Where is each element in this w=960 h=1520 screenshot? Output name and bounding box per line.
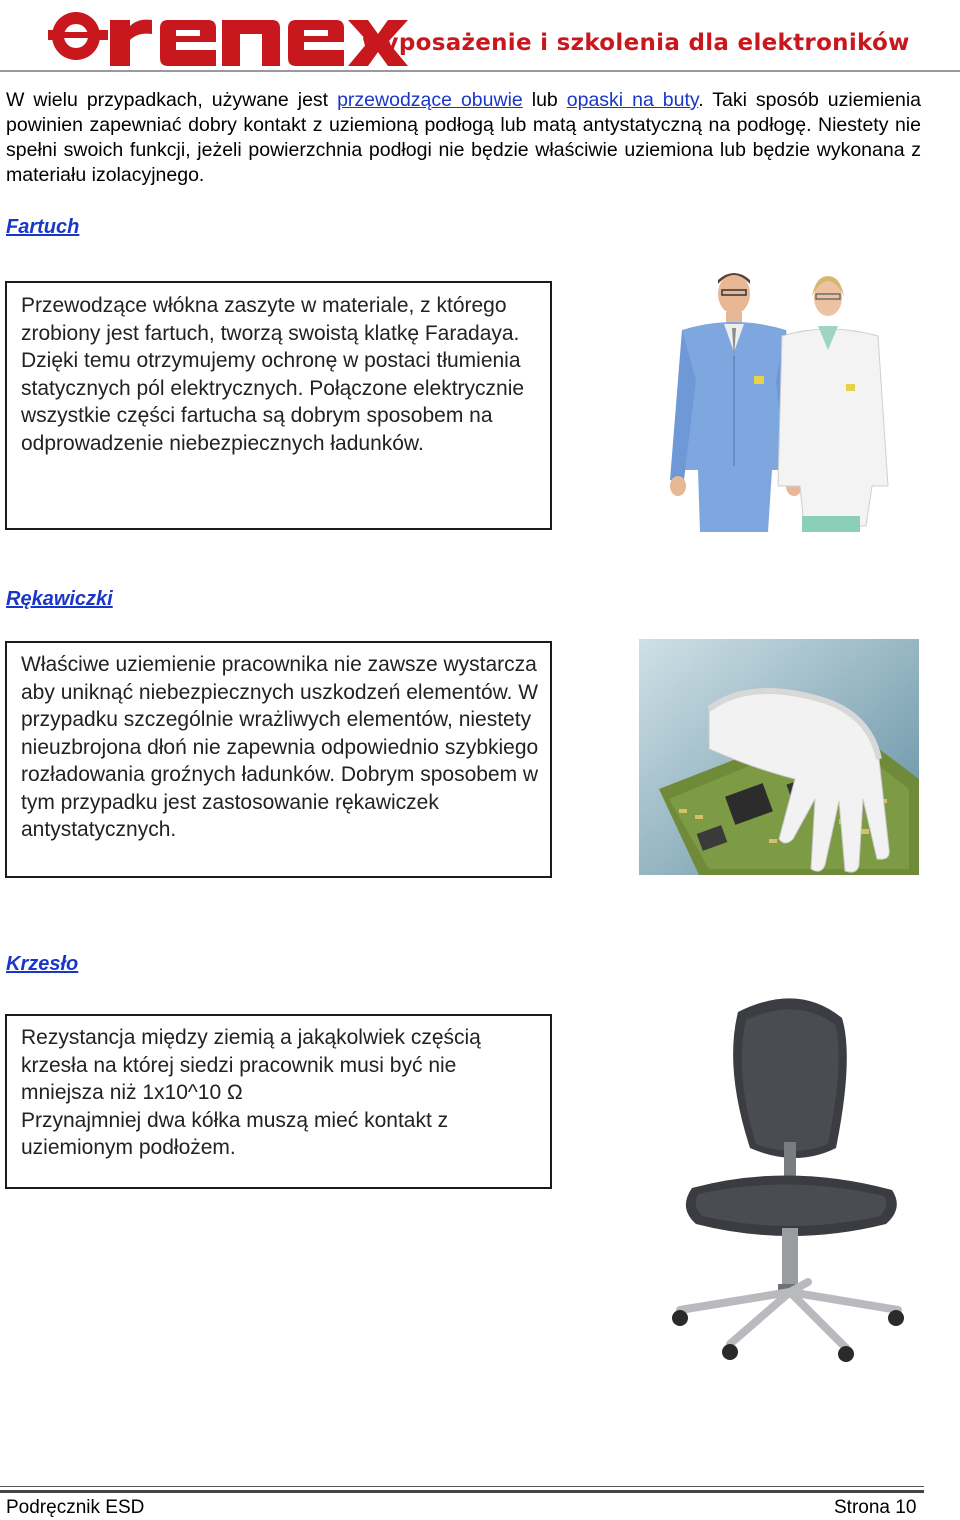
krzeslo-text-box	[5, 1014, 552, 1189]
section-title-krzeslo[interactable]: Krzesło	[6, 953, 79, 975]
header-tagline: wyposażenie i szkolenia dla elektroników	[362, 30, 910, 56]
krzeslo-text-line2: Przynajmniej dwa kółka muszą mieć kontakt z uziemionym podłożem.	[21, 1108, 449, 1159]
link-shoe-straps[interactable]: opaski na buty	[566, 89, 699, 111]
section-title-rekawiczki[interactable]: Rękawiczki	[6, 588, 113, 610]
footer-divider-thick	[0, 1490, 924, 1493]
glove-pcb-image	[639, 639, 919, 875]
rekawiczki-text-box	[5, 641, 552, 878]
fartuch-text: Przewodzące włókna zaszyte w materiale, z którego zrobiony jest fartuch, tworzą swoistą klatkę Faradaya. Dzięki temu otrzymujemy ochronę w postaci tłumienia statycznych pól elektrycznych. Połączone elektrycznie wszystkie części fartucha są dobrym sposobem na odprowadzenie niebezpiecznych ładunków.	[21, 294, 525, 455]
fartuch-text-box	[5, 281, 552, 530]
rekawiczki-text: Właściwe uziemienie pracownika nie zawsze wystarcza aby uniknąć niebezpiecznych uszkodzeń elementów. W przypadku szczególnie wrażliwych elementów, niestety nieuzbrojona dłoń nie zapewnia odpowiednio szybkiego rozładowania groźnych ładunków. Dobrym sposobem w tym przypadku jest zastosowanie rękawiczek antystatycznych.	[21, 653, 539, 841]
footer-divider-thin	[0, 1486, 924, 1487]
footer-page-number: Strona 10	[834, 1497, 917, 1518]
intro-paragraph: W wielu przypadkach, używane jest przewodzące obuwie lub opaski na buty. Taki sposób uziemienia powinien zapewniać dobry kontakt z uziemioną podłogą lub matą antystatyczną na podłogę. Niestety nie spełni swoich funkcji, jeżeli powierzchnia podłogi nie będzie właściwie uziemiona lub będzie wykonana z materiału izolacyjnego.	[6, 89, 922, 186]
link-conductive-shoes[interactable]: przewodzące obuwie	[337, 89, 523, 111]
section-title-fartuch[interactable]: Fartuch	[6, 216, 80, 238]
footer-doc-title: Podręcznik ESD	[6, 1497, 145, 1518]
esd-chair-image	[668, 992, 904, 1362]
lab-coats-image	[662, 266, 892, 532]
krzeslo-text-line1: Rezystancja między ziemią a jakąkolwiek częścią krzesła na której siedzi pracownik musi być nie mniejsza niż 1x10^10 Ω	[21, 1026, 481, 1104]
header-divider	[0, 70, 960, 72]
